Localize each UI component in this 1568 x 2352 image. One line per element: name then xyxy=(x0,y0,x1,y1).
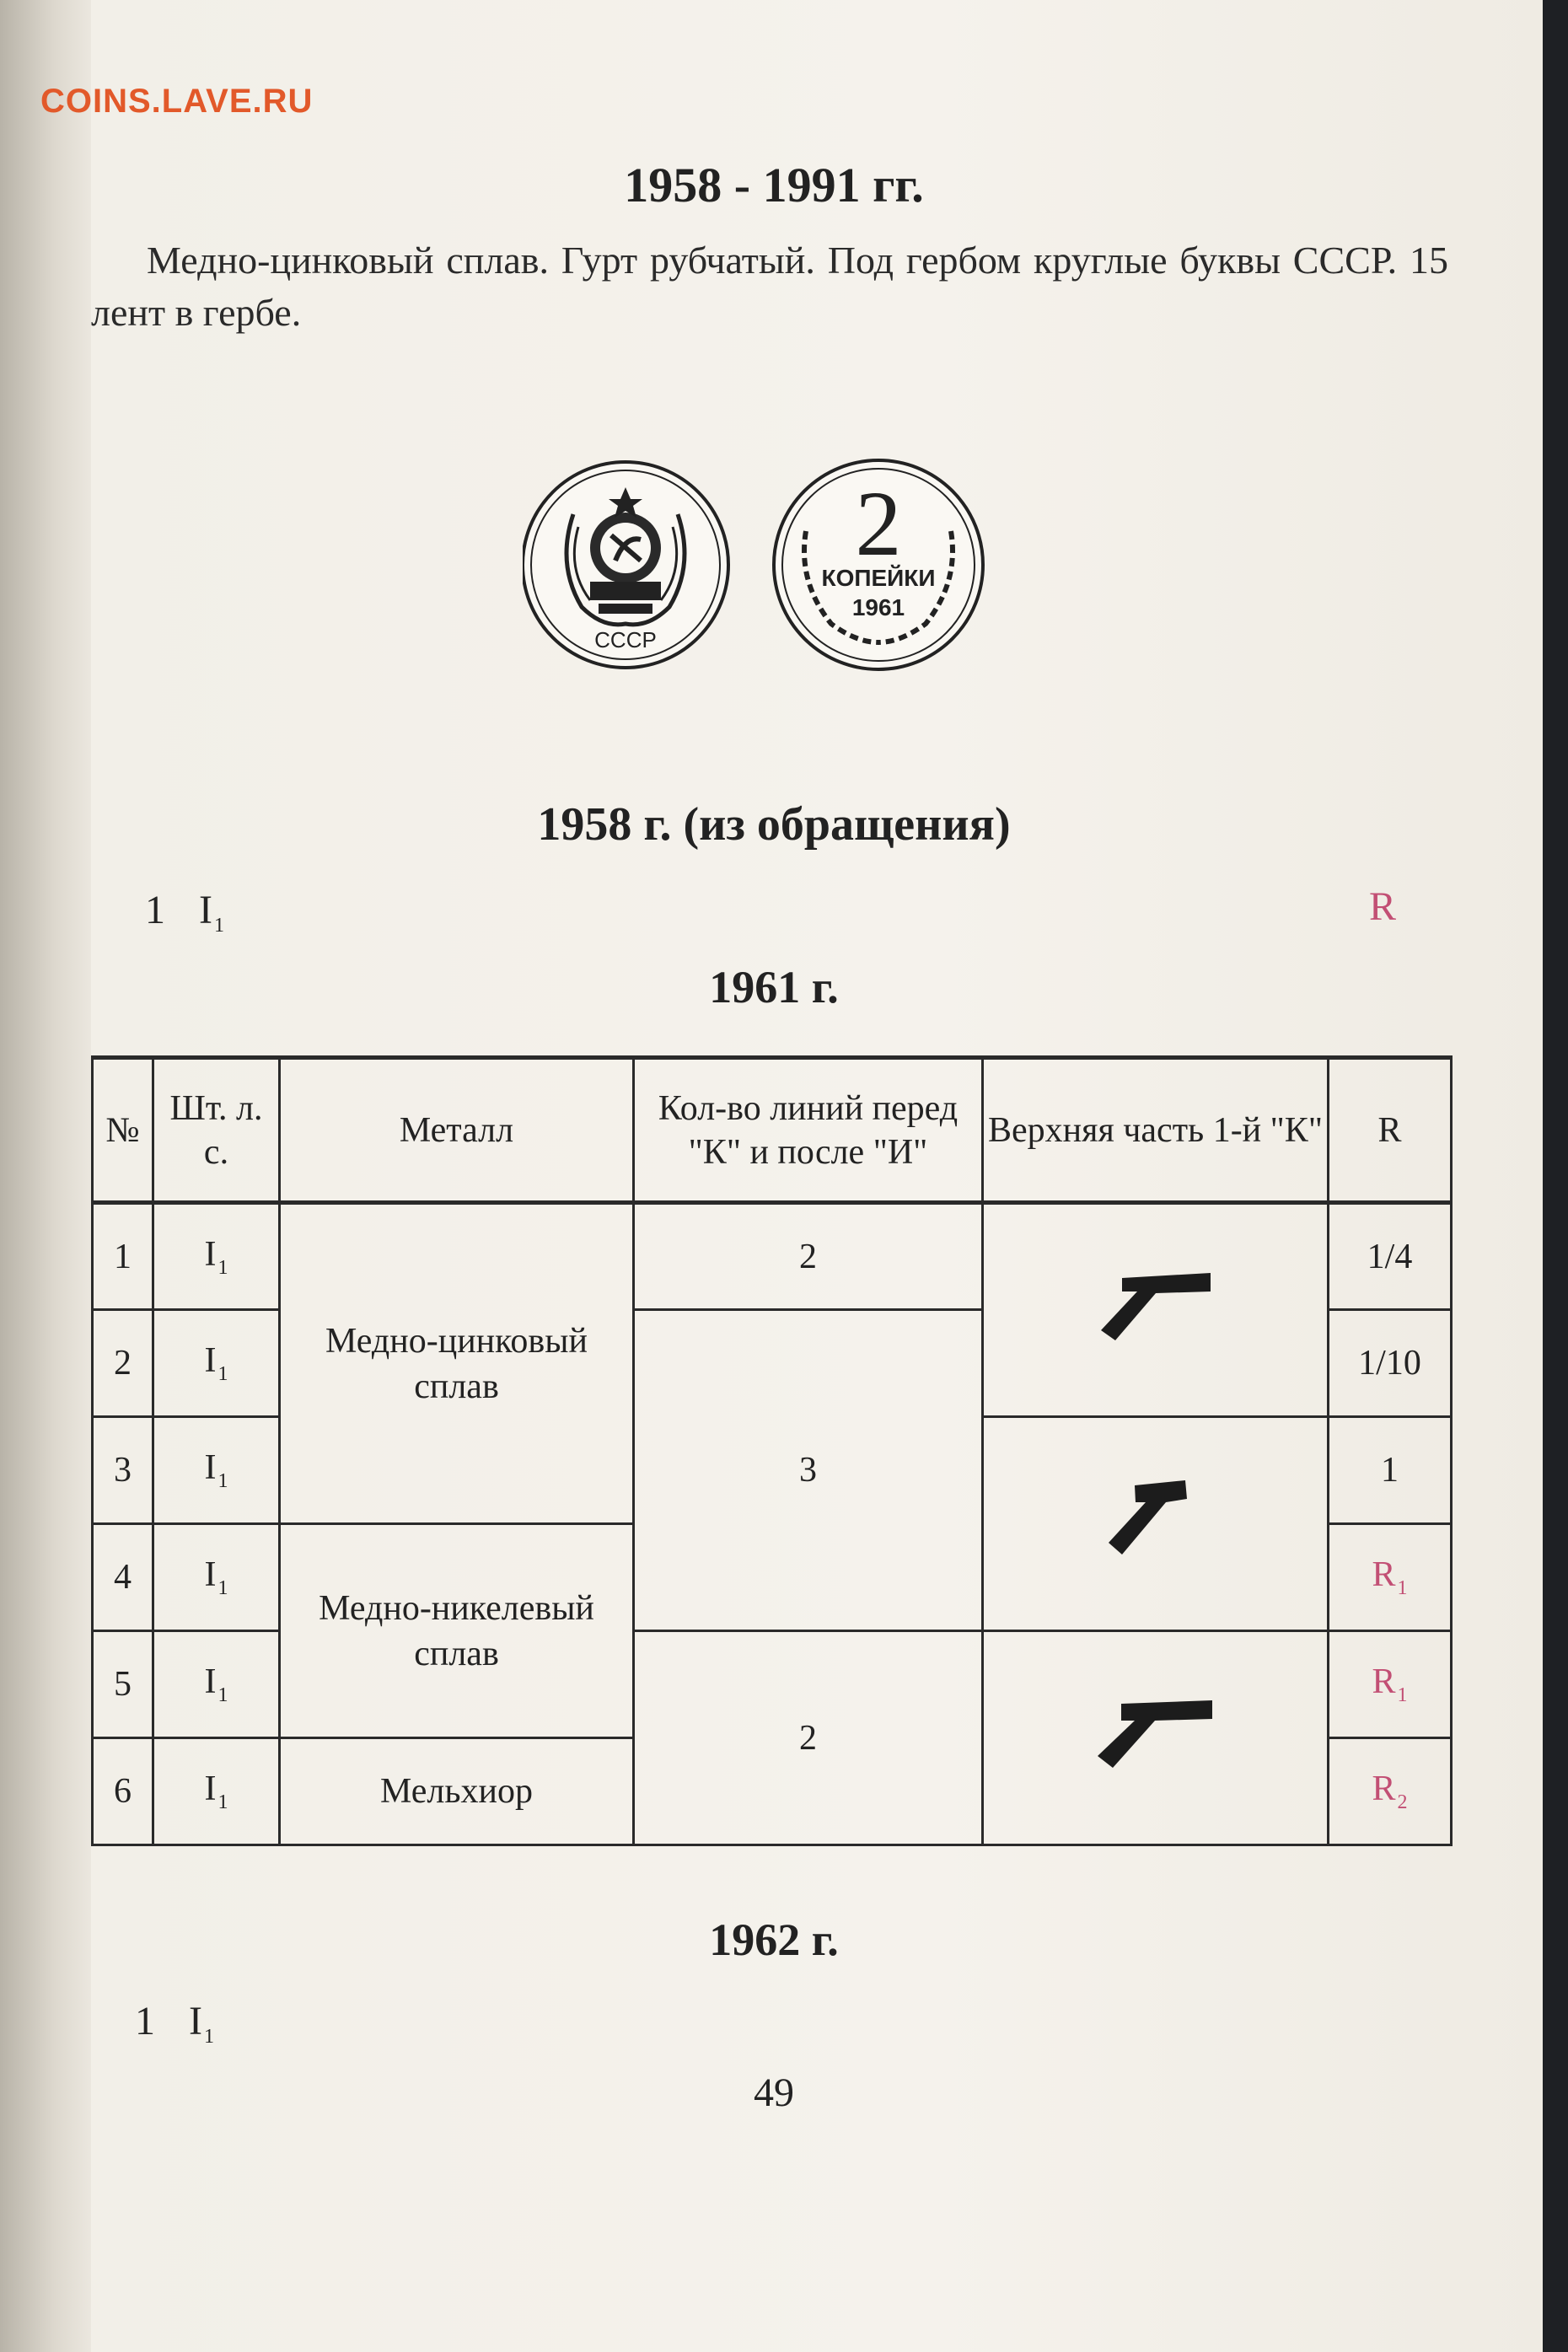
cell-metal: Медно-никелевый сплав xyxy=(280,1524,634,1738)
stamp-subscript: 1 xyxy=(217,1577,228,1599)
header-stamp: Шт. л. с. xyxy=(153,1058,280,1203)
rarity-subscript: 1 xyxy=(1397,1684,1408,1706)
cell-stamp xyxy=(153,1524,280,1631)
cell-k-shape xyxy=(983,1203,1329,1417)
heading-1962: 1962 г. xyxy=(709,1914,839,1965)
header-num: № xyxy=(93,1058,153,1203)
header-top: Верхняя часть 1-й "К" xyxy=(983,1058,1329,1203)
cell-metal: Мельхиор xyxy=(280,1738,634,1845)
cell-rarity xyxy=(1329,1524,1452,1631)
heading-1958: 1958 г. (из обращения) xyxy=(537,798,1011,851)
variety-number: 1 xyxy=(135,1999,155,2043)
stamp-letter: I xyxy=(189,1999,202,2043)
rarity-subscript: 2 xyxy=(1397,1791,1408,1813)
cell-rarity xyxy=(1329,1738,1452,1845)
stamp-letter: I xyxy=(204,1555,217,1594)
header-rarity: R xyxy=(1329,1058,1452,1203)
stamp-subscript: 1 xyxy=(217,1363,228,1385)
page-spine-shadow xyxy=(0,0,91,2352)
stamp-letter: I xyxy=(204,1769,217,1808)
variety-stamp xyxy=(199,887,224,937)
cell-stamp xyxy=(153,1417,280,1524)
stamp-subscript: 1 xyxy=(217,1256,228,1279)
site-watermark: COINS.LAVE.RU xyxy=(40,83,314,120)
stamp-letter: I xyxy=(204,1662,217,1701)
cell-num: 2 xyxy=(93,1310,153,1417)
header-lines: Кол-во линий перед "К" и после "И" xyxy=(634,1058,983,1203)
stamp-subscript: 1 xyxy=(217,1684,228,1706)
variety-number: 1 xyxy=(145,888,165,932)
stamp-letter: I xyxy=(204,1234,217,1274)
coin-reverse xyxy=(774,460,983,669)
variety-rarity: R xyxy=(1369,884,1397,929)
coin-denomination: 2 xyxy=(855,472,902,575)
k-top-shape-2-icon xyxy=(1105,1477,1206,1561)
cell-lines: 2 xyxy=(634,1631,983,1845)
cell-rarity: 1 xyxy=(1329,1417,1452,1524)
heading-1961: 1961 г. xyxy=(709,962,839,1012)
stamp-letter: I xyxy=(199,888,212,932)
stamp-subscript: 1 xyxy=(217,1470,228,1492)
cell-num: 4 xyxy=(93,1524,153,1631)
k-top-shape-3-icon xyxy=(1093,1695,1219,1771)
varieties-table-1961 xyxy=(91,1055,1453,1846)
rarity-letter: R xyxy=(1372,1769,1396,1808)
cell-stamp xyxy=(153,1203,280,1310)
coin-denomination-word: КОПЕЙКИ xyxy=(821,565,936,591)
rarity-subscript: 1 xyxy=(1397,1577,1408,1599)
cell-k-shape xyxy=(983,1417,1329,1631)
description-paragraph: Медно-цинковый сплав. Гурт рубчатый. Под гербом круглые буквы СССР. 15 лент в гербе. xyxy=(91,239,1448,334)
table-header-row xyxy=(93,1058,1452,1203)
variety-stamp xyxy=(189,1998,214,2049)
cell-num: 1 xyxy=(93,1203,153,1310)
cell-lines: 2 xyxy=(634,1203,983,1310)
cell-rarity xyxy=(1329,1631,1452,1738)
coin-year: 1961 xyxy=(851,594,905,620)
stamp-subscript: 1 xyxy=(217,1791,228,1813)
coin-illustration xyxy=(523,455,986,674)
stamp-subscript: 1 xyxy=(203,2026,214,2048)
k-top-shape-1-icon xyxy=(1097,1268,1215,1344)
cell-stamp xyxy=(153,1738,280,1845)
cell-num: 6 xyxy=(93,1738,153,1845)
stamp-letter: I xyxy=(204,1448,217,1487)
cell-lines: 3 xyxy=(634,1310,983,1631)
table-row xyxy=(93,1203,1452,1310)
cell-stamp xyxy=(153,1310,280,1417)
cell-rarity: 1/10 xyxy=(1329,1310,1452,1417)
cell-metal: Медно-цинковый сплав xyxy=(280,1203,634,1524)
cell-k-shape xyxy=(983,1631,1329,1845)
rarity-letter: R xyxy=(1372,1662,1396,1701)
coin-obverse-legend: СССР xyxy=(594,627,657,652)
stamp-letter: I xyxy=(204,1341,217,1380)
main-heading: 1958 - 1991 гг. xyxy=(624,158,924,212)
cell-stamp xyxy=(153,1631,280,1738)
cell-num: 3 xyxy=(93,1417,153,1524)
coin-obverse xyxy=(523,462,728,668)
header-metal: Металл xyxy=(280,1058,634,1203)
cell-num: 5 xyxy=(93,1631,153,1738)
rarity-letter: R xyxy=(1372,1555,1396,1594)
stamp-subscript: 1 xyxy=(213,915,224,937)
page-number: 49 xyxy=(754,2070,794,2115)
cell-rarity: 1/4 xyxy=(1329,1203,1452,1310)
